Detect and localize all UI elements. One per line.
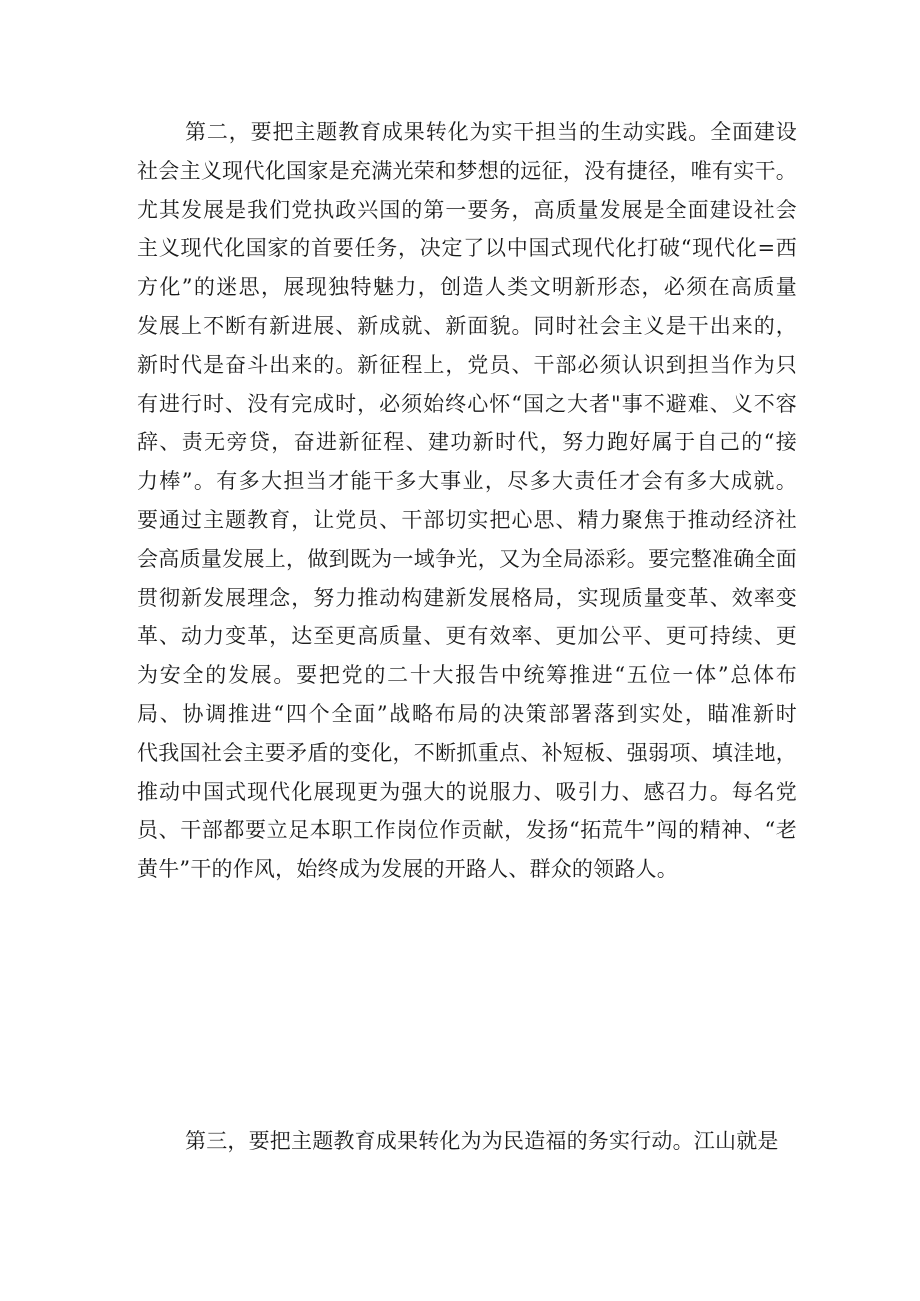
text-line: 方化”的迷思，展现独特魅力，创造人类文明新形态，必须在高质量 bbox=[137, 275, 797, 300]
text-line: 有进行时、没有完成时，必须始终心怀“国之大者"事不避难、义不容 bbox=[137, 391, 797, 416]
text-line: 力棒”。有多大担当才能干多大事业，尽多大责任才会有多大成就。 bbox=[137, 469, 797, 494]
text-line: 代我国社会主要矛盾的变化，不断抓重点、补短板、强弱项、填洼地， bbox=[137, 740, 797, 765]
text-line: 贯彻新发展理念，努力推动构建新发展格局，实现质量变革、效率变 bbox=[137, 585, 797, 610]
paragraph-third-point bbox=[137, 1122, 797, 1161]
text-line: 辞、责无旁贷，奋进新征程、建功新时代，努力跑好属于自己的“接 bbox=[137, 430, 797, 455]
text-line: 会高质量发展上，做到既为一域争光，又为全局添彩。要完整准确全面 bbox=[137, 546, 797, 571]
text-line: 要通过主题教育，让党员、干部切实把心思、精力聚焦于推动经济社 bbox=[137, 507, 797, 532]
text-line: 新时代是奋斗出来的。新征程上，党员、干部必须认识到担当作为只 bbox=[137, 352, 797, 377]
text-line: 主义现代化国家的首要任务，决定了以中国式现代化打破“现代化=西 bbox=[137, 236, 797, 261]
text-line: 发展上不断有新进展、新成就、新面貌。同时社会主义是干出来的， bbox=[137, 313, 797, 338]
text-line: 推动中国式现代化展现更为强大的说服力、吸引力、感召力。每名党 bbox=[137, 779, 797, 804]
text-line: 第二，要把主题教育成果转化为实干担当的生动实践。全面建设 bbox=[185, 120, 797, 144]
text-line: 员、干部都要立足本职工作岗位作贡献，发扬“拓荒牛”闯的精神、“老 bbox=[137, 818, 797, 843]
text-line: 社会主义现代化国家是充满光荣和梦想的远征，没有捷径，唯有实干。 bbox=[137, 158, 797, 183]
text-line: 为安全的发展。要把党的二十大报告中统筹推进“五位一体”总体布 bbox=[137, 663, 797, 688]
text-line: 尤其发展是我们党执政兴国的第一要务，高质量发展是全面建设社会 bbox=[137, 197, 797, 222]
text-line: 第三，要把主题教育成果转化为为民造福的务实行动。江山就是 bbox=[185, 1129, 779, 1153]
text-line: 局、协调推进“四个全面”战略布局的决策部署落到实处，瞄准新时 bbox=[137, 701, 797, 726]
text-line: 革、动力变革，达至更高质量、更有效率、更加公平、更可持续、更 bbox=[137, 624, 797, 649]
paragraph-second-point bbox=[137, 113, 797, 889]
text-line: 黄牛”干的作风，始终成为发展的开路人、群众的领路人。 bbox=[137, 857, 678, 882]
